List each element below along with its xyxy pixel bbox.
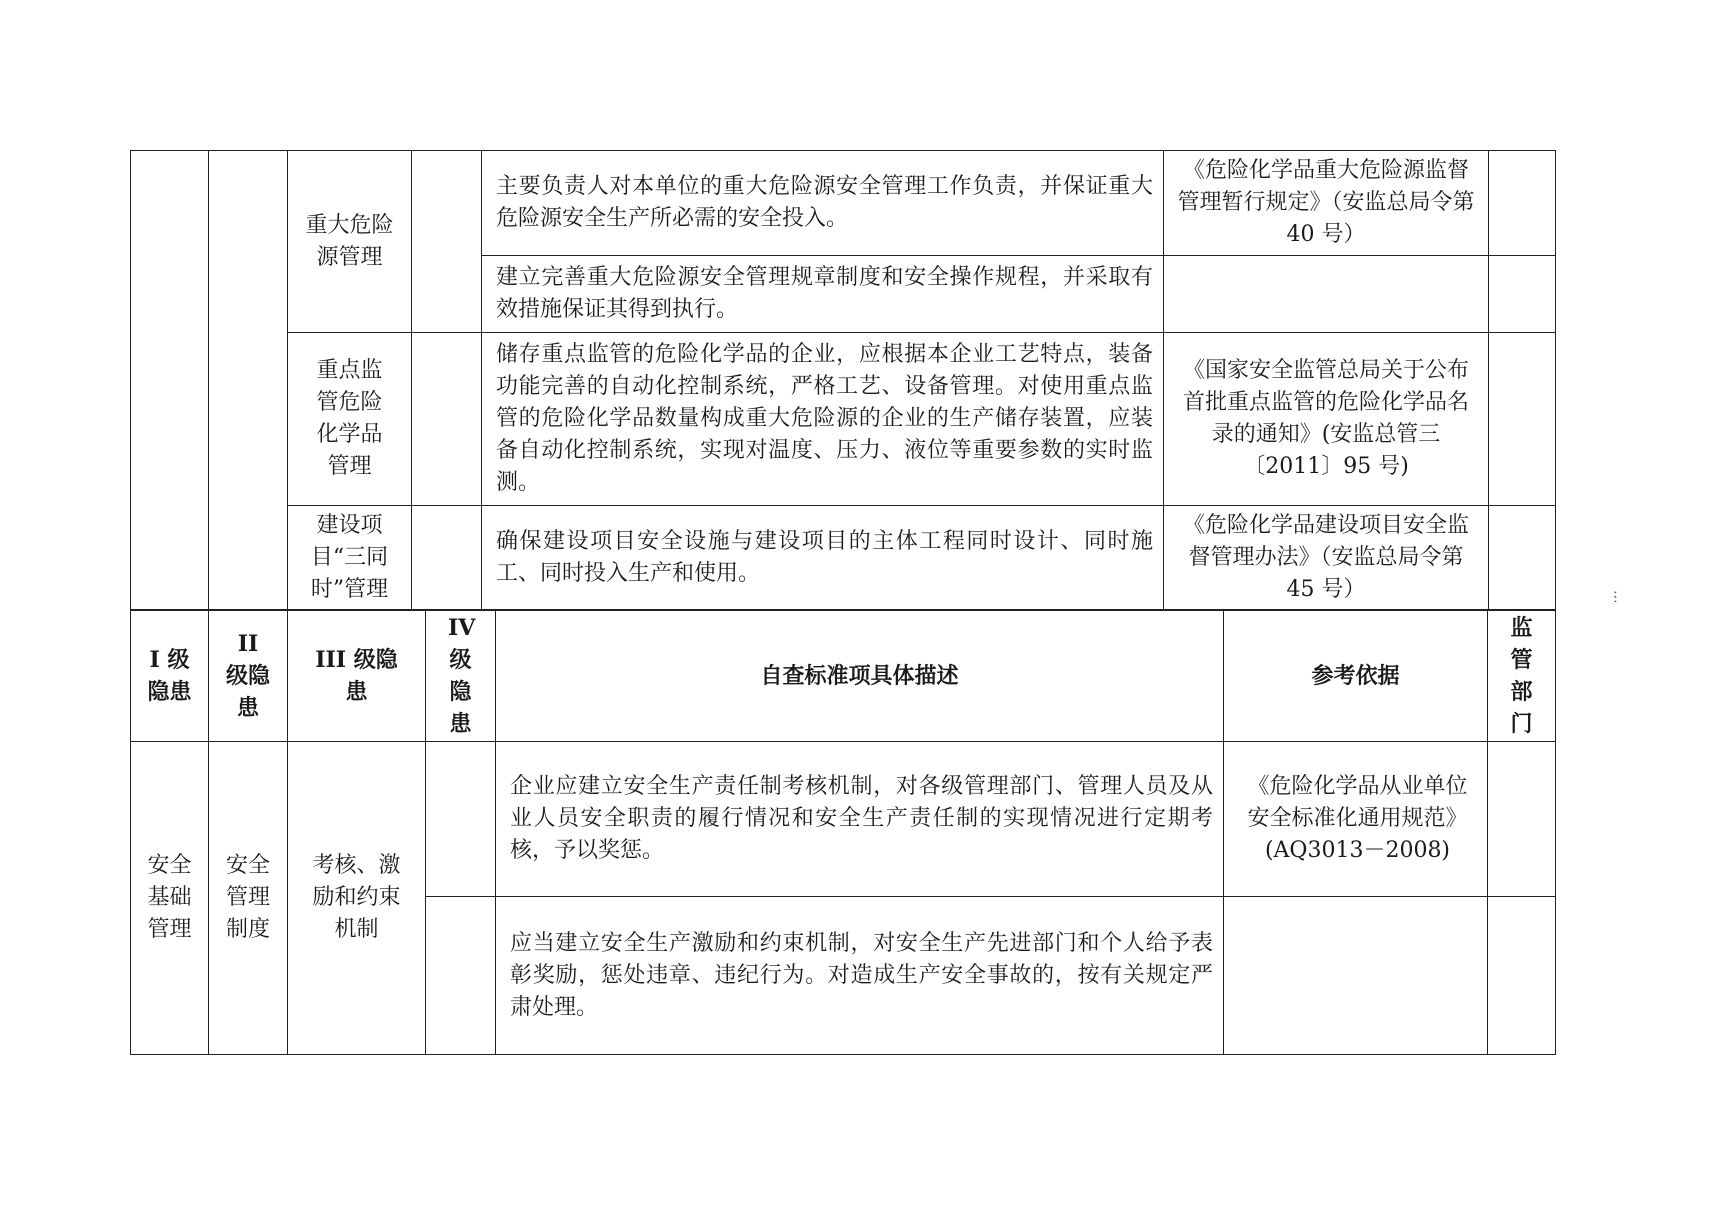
description-cell: 建立完善重大危险源安全管理规章制度和安全操作规程，并采取有效措施保证其得到执行。 <box>482 256 1164 333</box>
reference-cell: 《危险化学品建设项目安全监督管理办法》（安监总局令第 45 号） <box>1164 506 1489 611</box>
level4-cell <box>412 333 482 506</box>
level1-cell <box>131 151 209 611</box>
reference-cell <box>1224 897 1488 1055</box>
dept-cell <box>1489 333 1556 506</box>
level2-cell <box>209 151 288 611</box>
level4-cell <box>426 742 496 897</box>
hazard-table-continued <box>130 150 1556 611</box>
level4-cell <box>426 897 496 1055</box>
header-level4: IV 级隐患 <box>426 610 496 742</box>
level4-cell <box>412 151 482 333</box>
description-cell: 确保建设项目安全设施与建设项目的主体工程同时设计、同时施工、同时投入生产和使用。 <box>482 506 1164 611</box>
header-reference: 参考依据 <box>1224 610 1488 742</box>
dept-cell <box>1489 256 1556 333</box>
header-level3: III 级隐患 <box>288 610 426 742</box>
level3-cell: 重点监管危险化学品管理 <box>288 333 412 506</box>
level3-cell: 重大危险源管理 <box>288 151 412 333</box>
level3-cell: 考核、激励和约束机制 <box>288 742 426 1055</box>
reference-cell: 《危险化学品从业单位安全标准化通用规范》(AQ3013－2008) <box>1224 742 1488 897</box>
page-edge-mark: ⋯ <box>1607 590 1623 604</box>
dept-cell <box>1488 897 1556 1055</box>
header-description: 自查标准项具体描述 <box>496 610 1224 742</box>
reference-cell <box>1164 256 1489 333</box>
header-level1: I 级隐患 <box>131 610 209 742</box>
dept-cell <box>1488 742 1556 897</box>
reference-cell: 《国家安全监管总局关于公布首批重点监管的危险化学品名录的通知》(安监总管三〔2011〕95 号) <box>1164 333 1489 506</box>
level3-cell: 建设项目“三同时”管理 <box>288 506 412 611</box>
description-cell: 企业应建立安全生产责任制考核机制，对各级管理部门、管理人员及从业人员安全职责的履行情况和安全生产责任制的实现情况进行定期考核，予以奖惩。 <box>496 742 1224 897</box>
dept-cell <box>1489 151 1556 256</box>
header-dept: 监管部门 <box>1488 610 1556 742</box>
description-cell: 主要负责人对本单位的重大危险源安全管理工作负责，并保证重大危险源安全生产所必需的安全投入。 <box>482 151 1164 256</box>
header-level2: II 级隐患 <box>209 610 288 742</box>
level1-cell: 安全基础管理 <box>131 742 209 1055</box>
description-cell: 应当建立安全生产激励和约束机制，对安全生产先进部门和个人给予表彰奖励，惩处违章、违纪行为。对造成生产安全事故的，按有关规定严肃处理。 <box>496 897 1224 1055</box>
level2-cell: 安全管理制度 <box>209 742 288 1055</box>
hazard-table <box>130 609 1556 1055</box>
level4-cell <box>412 506 482 611</box>
reference-cell: 《危险化学品重大危险源监督管理暂行规定》（安监总局令第 40 号） <box>1164 151 1489 256</box>
dept-cell <box>1489 506 1556 611</box>
description-cell: 储存重点监管的危险化学品的企业，应根据本企业工艺特点，装备功能完善的自动化控制系统，严格工艺、设备管理。对使用重点监管的危险化学品数量构成重大危险源的企业的生产储存装置，应装备自动化控制系统，实现对温度、压力、液位等重要参数的实时监测。 <box>482 333 1164 506</box>
